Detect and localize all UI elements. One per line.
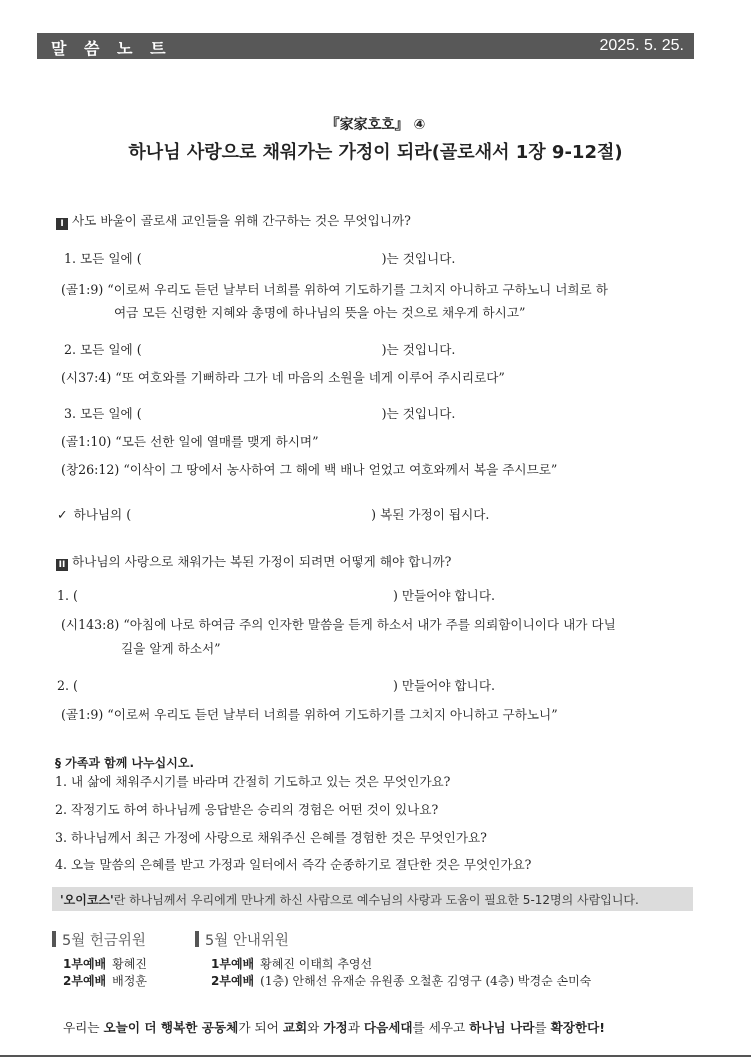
- blank-prefix: 1. 모든 일에 (: [64, 251, 142, 266]
- offering-row: [63, 973, 147, 989]
- share-question: 4. 오늘 말씀의 은혜를 받고 가정과 일터에서 즉각 순종하기로 결단한 것은 무엇인가요?: [55, 857, 532, 872]
- blank-suffix: ) 만들어야 합니다.: [392, 678, 496, 693]
- share-question: 2. 작정기도 하여 하나님께 응답받은 승리의 경험은 어떤 것이 있나요?: [55, 802, 439, 817]
- member-names: 황혜진 이태희 추영선: [260, 957, 373, 971]
- bible-verse: “이로써 우리도 듣던 날부터 너희를 위하여 기도하기를 그치지 아니하고 구하노니 너희로 하: [107, 282, 608, 297]
- slogan-emphasis: 다음세대: [363, 1020, 413, 1035]
- offering-row: [63, 956, 147, 972]
- part1-item3: [64, 405, 455, 422]
- slogan-text: 우리는: [63, 1020, 104, 1035]
- check-icon: ✓: [57, 507, 68, 522]
- bible-verse: “이로써 우리도 듣던 날부터 너희를 위하여 기도하기를 그치지 아니하고 구하노니”: [107, 707, 558, 722]
- service-label: 2부예배: [211, 974, 255, 988]
- offering-heading: [52, 929, 146, 950]
- slogan-text: 와: [307, 1020, 324, 1035]
- slogan-emphasis: 하나님 나라: [469, 1020, 535, 1035]
- bible-cite: (시37:4): [61, 370, 112, 385]
- slogan-text: 를 세우고: [412, 1020, 470, 1035]
- oikos-band: [52, 887, 693, 911]
- part1-check: [57, 506, 489, 523]
- header-date: 2025. 5. 25.: [599, 37, 684, 54]
- part1-ref3: [61, 433, 319, 450]
- service-label: 2부예배: [63, 974, 107, 988]
- ushers-row: [211, 956, 372, 972]
- bottom-rule: [0, 1055, 751, 1057]
- share-question: 1. 내 삶에 채워주시기를 바라며 간절히 기도하고 있는 것은 무엇인가요?: [55, 774, 451, 789]
- part2-item1: [57, 587, 495, 604]
- bible-verse: “모든 선한 일에 열매를 맺게 하시며”: [115, 434, 319, 449]
- part1-ref4: [61, 461, 557, 478]
- church-slogan: [63, 1017, 605, 1036]
- slogan-text: 를: [534, 1020, 551, 1035]
- blank-prefix: 하나님의 (: [73, 507, 132, 522]
- slogan-emphasis: 가정: [323, 1020, 348, 1035]
- bible-cite: (골1:9): [61, 707, 104, 722]
- slogan-emphasis: 오늘이 더 행복한 공동체: [103, 1020, 239, 1035]
- part1-ref1: [61, 281, 608, 298]
- bible-cite: (창26:12): [61, 462, 120, 477]
- share-heading: § 가족과 함께 나누십시오.: [55, 756, 195, 770]
- part2-ref1-cont: 길을 알게 하소서”: [121, 641, 221, 656]
- ushers-heading: [195, 929, 289, 950]
- part2-marker: II: [56, 559, 68, 571]
- member-names: (1층) 안해선 유재순 유원종 오철훈 김영구 (4층) 박경순 손미숙: [260, 974, 592, 988]
- blank-prefix: 2. 모든 일에 (: [64, 342, 142, 357]
- part1-marker: I: [56, 218, 68, 230]
- bible-cite: (골1:10): [61, 434, 112, 449]
- member-names: 배정훈: [112, 974, 147, 988]
- blank-prefix: 2. (: [57, 678, 78, 693]
- oikos-text: [60, 891, 639, 908]
- service-label: 1부예배: [63, 957, 107, 971]
- part1-item2: [64, 341, 455, 358]
- part2-ref1: [61, 616, 616, 633]
- blank-suffix: )는 것입니다.: [381, 251, 456, 266]
- part2-question: [56, 553, 451, 571]
- blank-prefix: 1. (: [57, 588, 78, 603]
- part2-question-text: 하나님의 사랑으로 채워가는 복된 가정이 되려면 어떻게 해야 합니까?: [72, 554, 452, 569]
- bible-cite: (골1:9): [61, 282, 104, 297]
- oikos-definition: 란 하나님께서 우리에게 만나게 하신 사람으로 예수님의 사랑과 도움이 필요한 5-12명의 사람입니다.: [113, 893, 639, 907]
- header-bar: [37, 33, 694, 59]
- blank-suffix: )는 것입니다.: [381, 406, 456, 421]
- oikos-term: '오이코스': [60, 893, 114, 907]
- ushers-row: [211, 973, 591, 989]
- bible-verse: “이삭이 그 땅에서 농사하여 그 해에 백 배나 얻었고 여호와께서 복을 주시므로”: [123, 462, 558, 477]
- section-bar: [195, 931, 199, 947]
- part1-ref1-cont: 여금 모든 신령한 지혜와 총명에 하나님의 뜻을 아는 것으로 채우게 하시고”: [114, 305, 526, 320]
- slogan-text: 가 되어: [238, 1020, 283, 1035]
- part1-item1: [64, 250, 455, 267]
- section-bar: [52, 931, 56, 947]
- sermon-title: 하나님 사랑으로 채워가는 가정이 되라(골로새서 1장 9-12절): [128, 142, 623, 163]
- part1-ref2: [61, 369, 505, 386]
- part1-question: [56, 212, 411, 230]
- share-question: 3. 하나님께서 최근 가정에 사랑으로 채워주신 은혜를 경험한 것은 무엇인가요?: [55, 830, 487, 845]
- bible-verse: “또 여호와를 기뻐하라 그가 네 마음의 소원을 네게 이루어 주시리로다”: [115, 370, 505, 385]
- service-label: 1부예배: [211, 957, 255, 971]
- slogan-emphasis: 확장한다!: [550, 1020, 605, 1035]
- slogan-text: 과: [347, 1020, 364, 1035]
- sermon-series: 『家家호호』 ④: [325, 117, 426, 133]
- blank-suffix: ) 복된 가정이 됩시다.: [371, 507, 490, 522]
- part2-ref2: [61, 706, 558, 723]
- slogan-emphasis: 교회: [282, 1020, 308, 1035]
- blank-suffix: )는 것입니다.: [381, 342, 456, 357]
- part2-item2: [57, 677, 495, 694]
- blank-suffix: ) 만들어야 합니다.: [392, 588, 496, 603]
- bible-cite: (시143:8): [61, 617, 120, 632]
- offering-heading-text: 5월 헌금위원: [62, 933, 146, 949]
- ushers-heading-text: 5월 안내위원: [205, 933, 289, 949]
- bible-verse: “아침에 나로 하여금 주의 인자한 말씀을 듣게 하소서 내가 주를 의뢰함이니이다 내가 다닐: [123, 617, 616, 632]
- blank-prefix: 3. 모든 일에 (: [64, 406, 142, 421]
- part1-question-text: 사도 바울이 골로새 교인들을 위해 간구하는 것은 무엇입니까?: [72, 213, 411, 228]
- header-title: 말 씀 노 트: [51, 39, 172, 58]
- member-names: 황혜진: [112, 957, 147, 971]
